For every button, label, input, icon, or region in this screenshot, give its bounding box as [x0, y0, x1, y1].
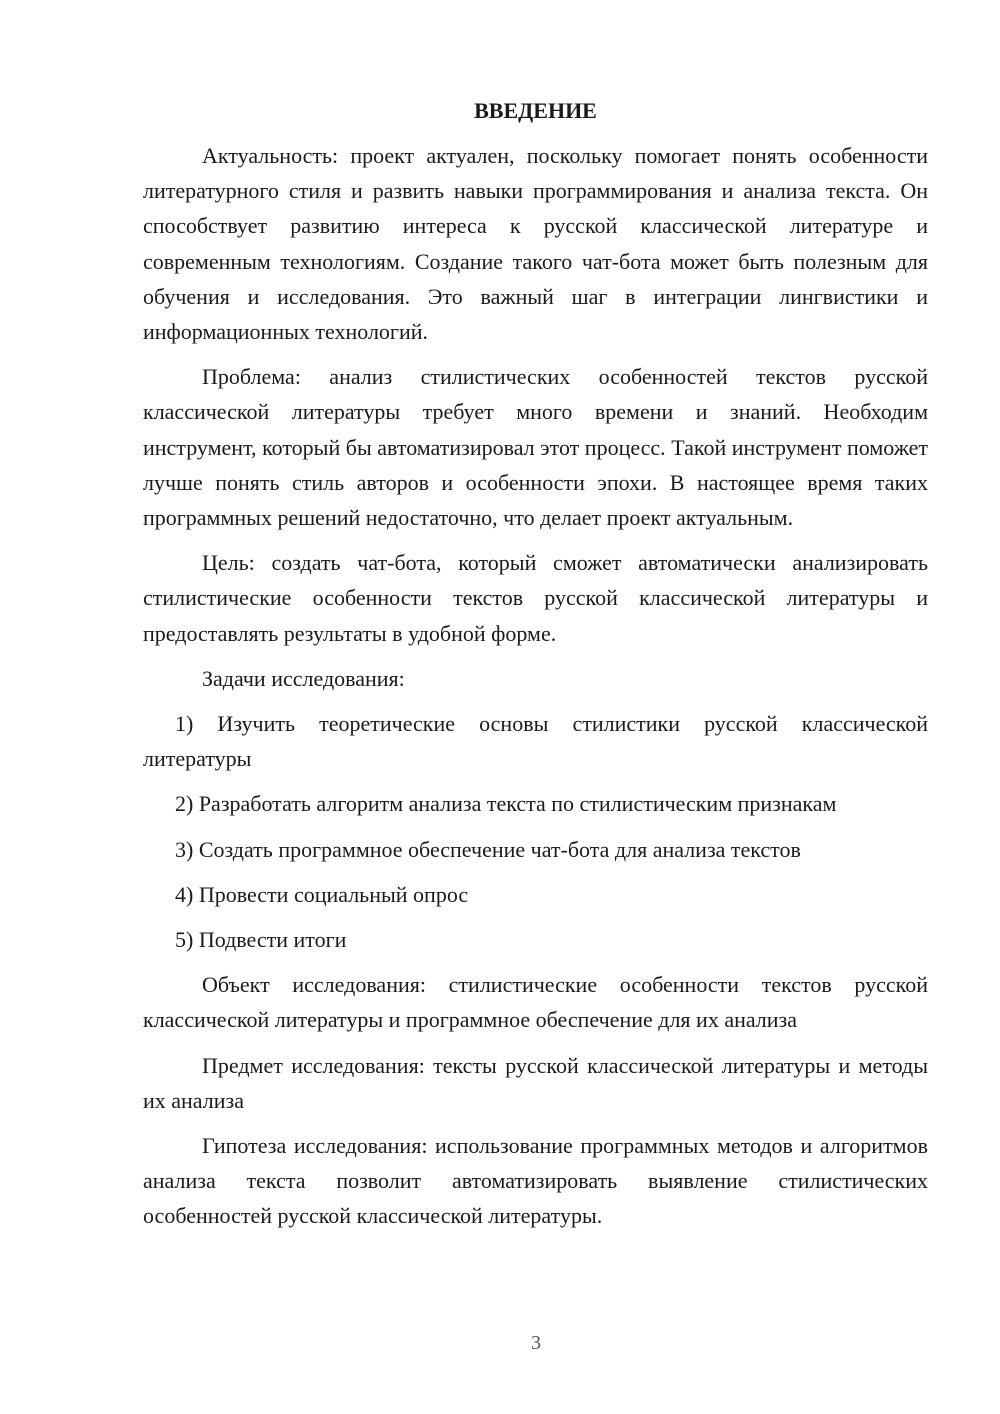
- paragraph-hypothesis: Гипотеза исследования: использование программных методов и алгоритмов анализа текста позволит автоматизировать выявление стилистических особенностей русской классической литературы.: [143, 1133, 928, 1229]
- task-item: 1) Изучить теоретические основы стилистики русской классической литературы: [143, 711, 928, 772]
- task-item: 4) Провести социальный опрос: [175, 881, 469, 907]
- document-page: [143, 93, 928, 1234]
- paragraph-object: Объект исследования: стилистические особенности текстов русской классической литературы и программное обеспечение для их анализа: [143, 972, 928, 1033]
- section-heading: ВВЕДЕНИЕ: [474, 98, 597, 123]
- page-number: 3: [531, 1332, 541, 1354]
- paragraph-problem: Проблема: анализ стилистических особенностей текстов русской классической литературы требует много времени и знаний. Необходим инструмент, который бы автоматизировал этот процесс. Такой инструмент поможет лучше понять стиль авторов и особенности эпохи. В настоящее время таких программных решений недостаточно, что делает проект актуальным.: [143, 364, 928, 531]
- paragraph-goal: Цель: создать чат-бота, который сможет автоматически анализировать стилистические особенности текстов русской классической литературы и предоставлять результаты в удобной форме.: [143, 550, 928, 646]
- tasks-intro: Задачи исследования:: [202, 665, 405, 691]
- task-item: 3) Создать программное обеспечение чат-бота для анализа текстов: [175, 836, 801, 862]
- task-item: 5) Подвести итоги: [175, 927, 347, 953]
- task-item: 2) Разработать алгоритм анализа текста по стилистическим признакам: [175, 791, 837, 817]
- paragraph-relevance: Актуальность: проект актуален, поскольку помогает понять особенности литературного стиля и развить навыки программирования и анализа текста. Он способствует развитию интереса к русской классической литературе и современным технологиям. Создание такого чат-бота может быть полезным для обучения и исследования. Это важный шаг в интеграции лингвистики и информационных технологий.: [143, 143, 928, 345]
- paragraph-subject: Предмет исследования: тексты русской классической литературы и методы их анализа: [143, 1052, 928, 1113]
